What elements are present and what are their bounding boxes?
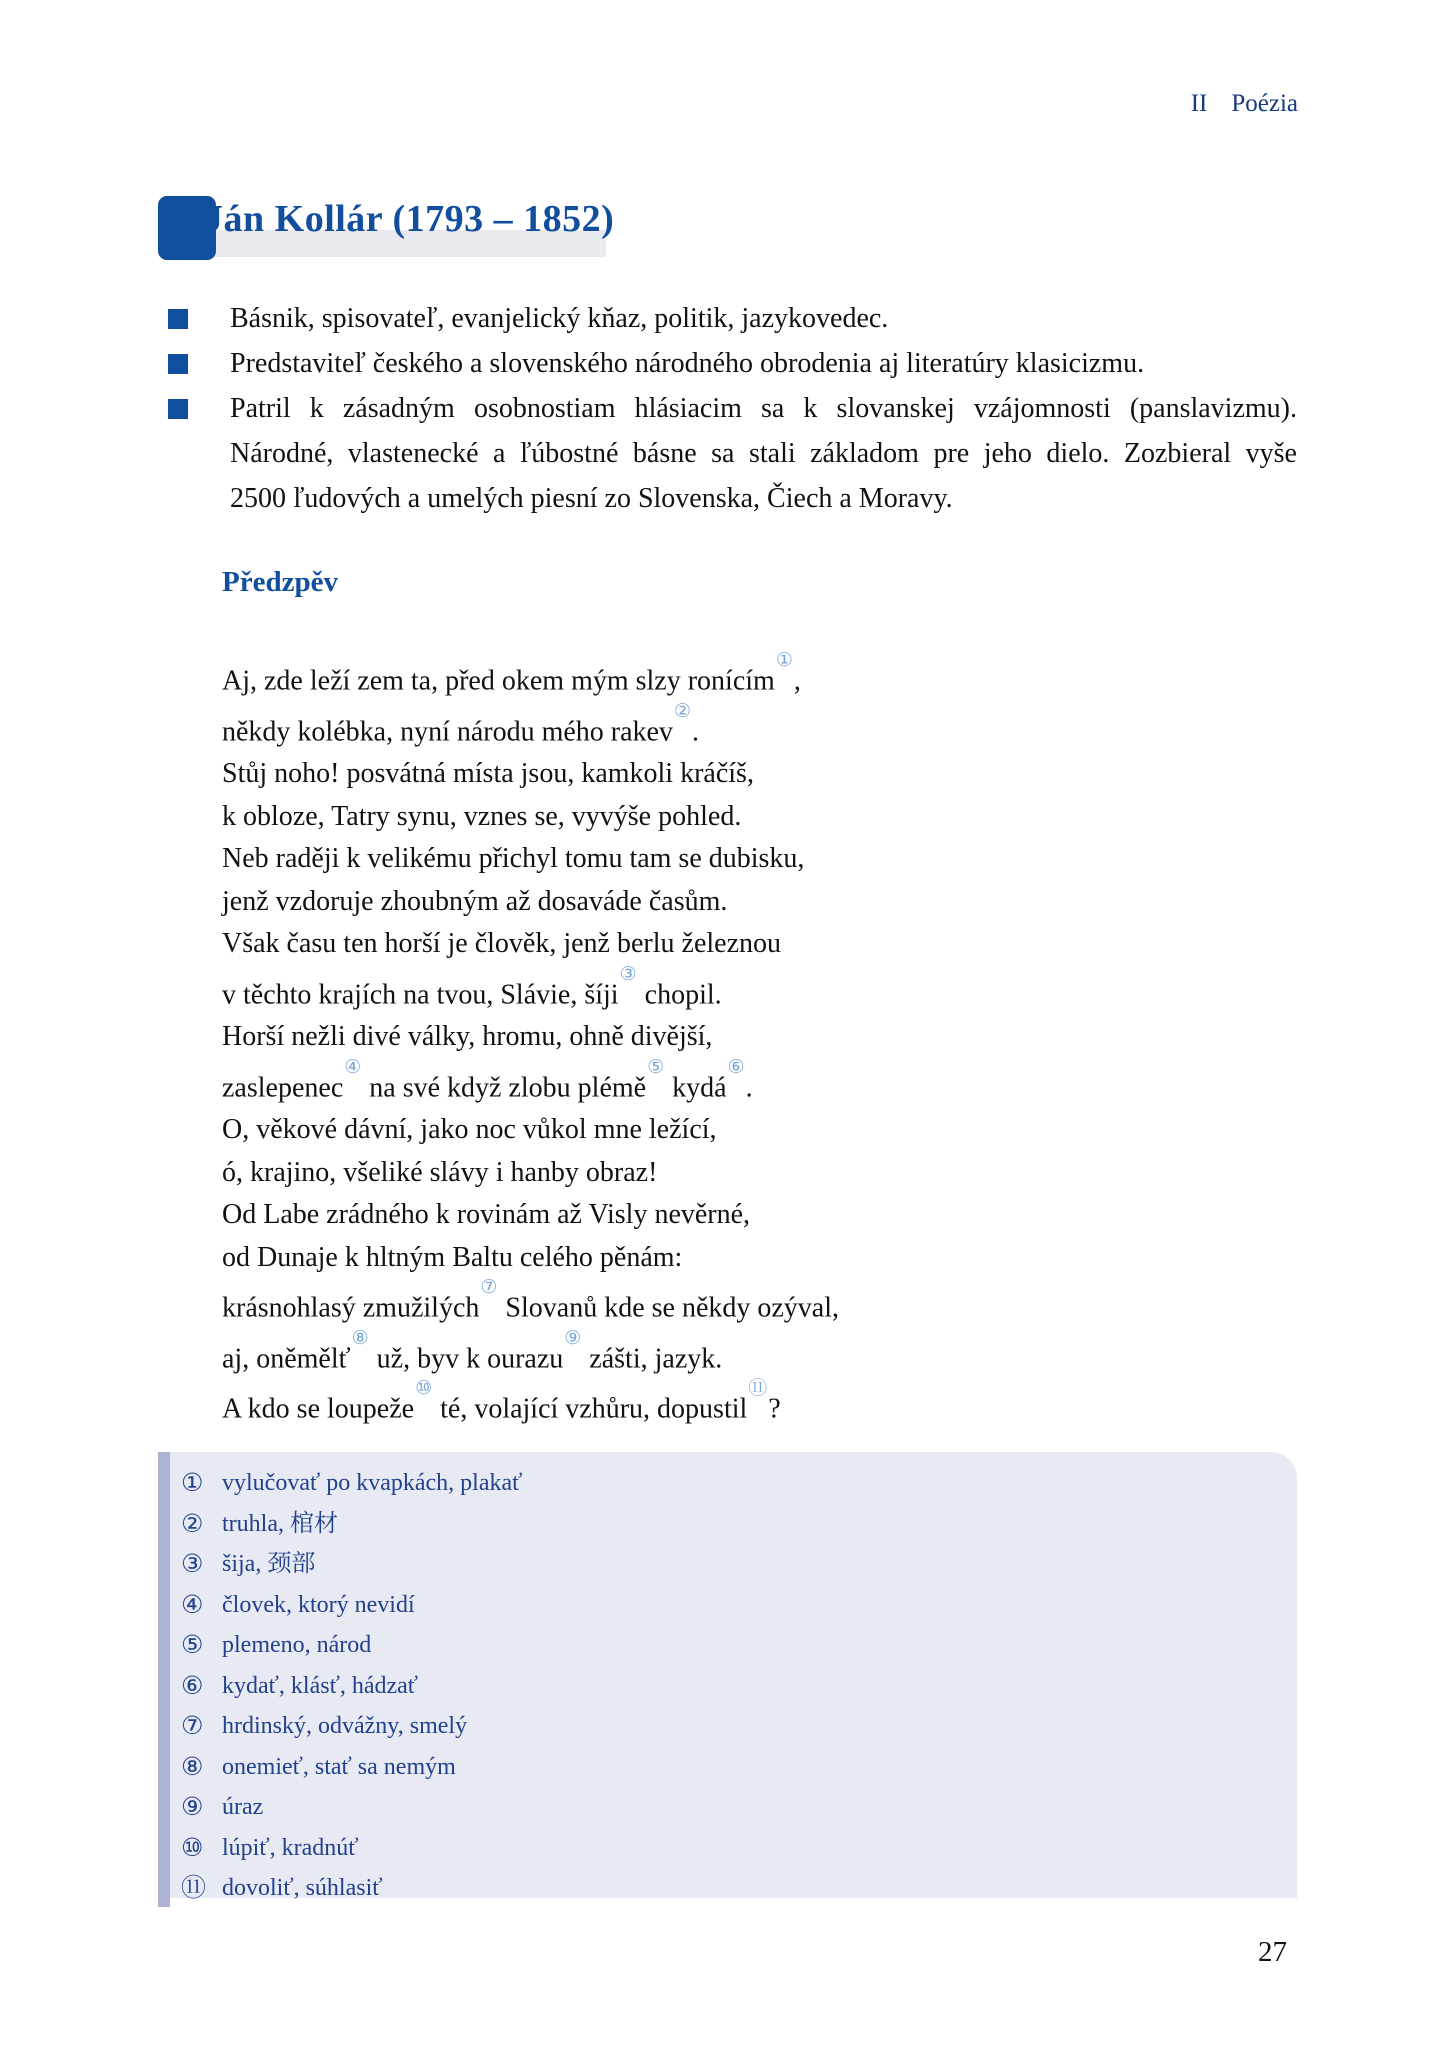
footnote-text: plemeno, národ: [222, 1632, 372, 1658]
footnote-number: ③: [181, 1549, 204, 1578]
running-header: [0, 90, 1298, 118]
poem-line: Však času ten horší je člověk, jenž berlu železnou: [222, 928, 782, 960]
bullet-text: Patril k zásadným osobnostiam hlásiacim sa k slovanskej vzájomnosti (panslavizmu).: [230, 393, 1297, 424]
poem-line: jenž vzdoruje zhoubným až dosaváde časům.: [222, 885, 728, 917]
footnote-number: ⑧: [181, 1751, 204, 1781]
poem-line: O, věkové dávní, jako noc vůkol mne ležící,: [222, 1114, 717, 1146]
footnote-number: ①: [181, 1468, 204, 1497]
footnote-text: šija, 颈部: [222, 1551, 316, 1577]
poem-line: Od Labe zrádného k rovinám až Visly nevěrné,: [222, 1199, 751, 1231]
bullet-list: [158, 296, 1297, 431]
footnote-number: ④: [181, 1589, 204, 1619]
bullet-text: Predstaviteľ českého a slovenského národného obrodenia aj literatúry klasicizmu.: [230, 348, 1145, 379]
footnote-text: človek, ktorý nevidí: [222, 1591, 415, 1618]
footnote-text: vylučovať po kvapkách, plakať: [222, 1470, 523, 1496]
poem-line: ó, krajino, všeliké slávy i hanby obraz!: [222, 1156, 658, 1188]
footnote-ref-icon: ⑥: [727, 1055, 745, 1078]
bullet-square-icon: [168, 399, 188, 419]
footnote-ref-icon: ⑩: [415, 1377, 433, 1400]
footnote-ref-icon: ④: [344, 1055, 362, 1078]
page-title: Ján Kollár (1793 – 1852): [204, 198, 615, 240]
poem-line: někdy kolébka, nyní národu mého rakev②.: [222, 699, 700, 748]
poem-title: Předzpěv: [222, 566, 338, 598]
footnote-item: [158, 1868, 1297, 1909]
footnote-number: ⑪: [181, 1873, 207, 1902]
footnote-number: ⑩: [181, 1832, 204, 1862]
footnote-item: [158, 1463, 1297, 1504]
footnote-text: hrdinský, odvážny, smelý: [222, 1713, 468, 1739]
footnote-number: ⑦: [181, 1711, 204, 1740]
footnote-number: ⑥: [181, 1670, 204, 1700]
footnote-item: [158, 1828, 1297, 1869]
chapter-title-block: [158, 196, 918, 268]
footnote-number: ②: [181, 1508, 204, 1538]
poem-line: od Dunaje k hltným Baltu celého pěnám:: [222, 1241, 683, 1273]
bullet-square-icon: [168, 309, 188, 329]
footnote-ref-icon: ⑪: [748, 1377, 768, 1400]
poem-line: Horší nežli divé války, hromu, ohně divější,: [222, 1021, 713, 1053]
page-number: 27: [1258, 1936, 1287, 1968]
bullet-square-icon: [168, 354, 188, 374]
footnote-item: [158, 1544, 1297, 1585]
poem-line: Neb raději k velikému přichyl tomu tam se dubisku,: [222, 843, 805, 875]
poem: [222, 649, 840, 1431]
footnote-text: lúpiť, kradnúť: [222, 1834, 359, 1861]
footnote-ref-icon: ③: [619, 962, 637, 985]
poem-line: aj, oněmělť⑧ už, byv k ourazu⑨ zášti, jazyk.: [222, 1326, 723, 1375]
footnote-number: ⑨: [181, 1792, 204, 1821]
poem-line: zaslepenec④ na své když zlobu plémě⑤ kydá⑥.: [222, 1055, 753, 1103]
chapter-name: Poézia: [1231, 90, 1298, 117]
footnote-ref-icon: ⑤: [647, 1055, 665, 1078]
footnote-ref-icon: ①: [775, 649, 793, 671]
footnote-box: [158, 1452, 1297, 1902]
paragraph-line: 2500 ľudových a umelých piesní zo Slovenska, Čiech a Moravy.: [230, 483, 953, 514]
footnote-item: [158, 1585, 1297, 1626]
footnote-text: onemieť, stať sa nemým: [222, 1753, 456, 1780]
footnote-text: truhla, 棺材: [222, 1510, 338, 1537]
footnote-item: [158, 1625, 1297, 1666]
bullet-text: Básnik, spisovateľ, evanjelický kňaz, politik, jazykovedec.: [230, 303, 889, 334]
footnote-item: [158, 1747, 1297, 1788]
bullet-item: [158, 296, 1297, 341]
poem-line: A kdo se loupeže⑩ té, volající vzhůru, dopustil⑪?: [222, 1377, 781, 1425]
footnote-item: [158, 1787, 1297, 1828]
footnote-item: [158, 1504, 1297, 1545]
footnote-ref-icon: ②: [673, 699, 692, 722]
continuation-paragraph: [158, 431, 1297, 521]
bullet-item: [158, 341, 1297, 386]
footnote-text: kydať, klásť, hádzať: [222, 1672, 419, 1699]
poem-line: v těchto krajích na tvou, Slávie, šíji③ chopil.: [222, 962, 722, 1010]
poem-line: krásnohlasý zmužilých⑦ Slovanů kde se někdy ozýval,: [222, 1276, 840, 1324]
footnote-item: [158, 1666, 1297, 1707]
chapter-number: II: [1190, 90, 1208, 117]
author-summary: [158, 296, 1297, 521]
footnote-ref-icon: ⑨: [564, 1326, 582, 1349]
footnote-ref-icon: ⑦: [480, 1276, 498, 1298]
footnote-text: dovoliť, súhlasiť: [222, 1875, 383, 1901]
poem-line: Aj, zde leží zem ta, před okem mým slzy ronícím①,: [222, 649, 801, 697]
paragraph-line: Národné, vlastenecké a ľúbostné básne sa stali základom pre jeho dielo. Zozbieral vyše: [230, 438, 1297, 469]
bullet-item: [158, 386, 1297, 431]
footnote-list: [158, 1463, 1297, 1909]
footnote-text: úraz: [222, 1794, 264, 1820]
poem-line: k obloze, Tatry synu, vznes se, vyvýše pohled.: [222, 800, 742, 832]
poem-line: Stůj noho! posvátná místa jsou, kamkoli kráčíš,: [222, 758, 754, 790]
footnote-item: [158, 1706, 1297, 1747]
footnote-ref-icon: ⑧: [351, 1326, 369, 1349]
footnote-number: ⑤: [181, 1630, 204, 1659]
